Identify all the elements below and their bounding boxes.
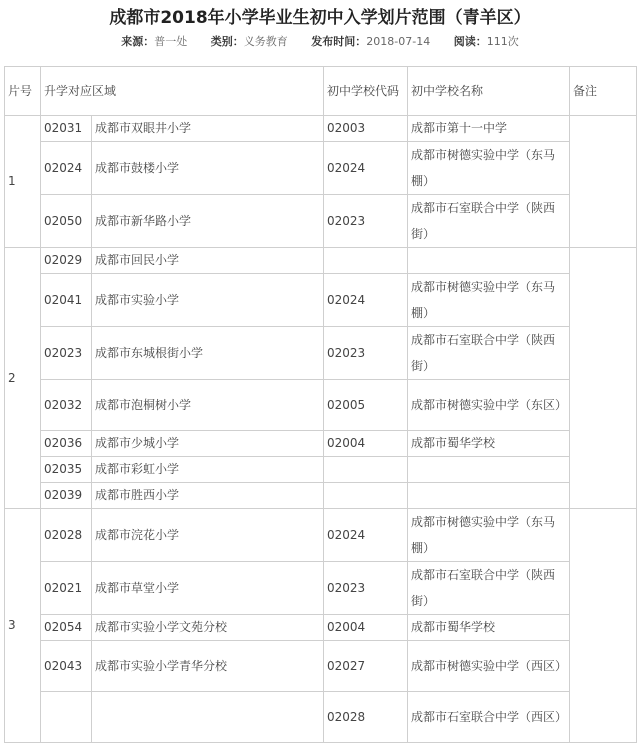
primary-code-cell: 02054: [41, 615, 92, 641]
district-cell: 2: [5, 248, 41, 509]
middle-code-cell: 02024: [324, 142, 408, 195]
primary-code-cell: 02028: [41, 509, 92, 562]
date-meta: [311, 35, 430, 48]
district-cell: 3: [5, 509, 41, 743]
category-value: 义务教育: [243, 35, 288, 48]
middle-name-cell: [408, 248, 570, 274]
primary-school-cell: 成都市实验小学: [92, 274, 324, 327]
primary-school-cell: 成都市实验小学青华分校: [92, 641, 324, 692]
source-label: 来源：: [121, 35, 155, 48]
middle-code-cell: 02024: [324, 509, 408, 562]
source-meta: [121, 35, 187, 48]
primary-school-cell: 成都市鼓楼小学: [92, 142, 324, 195]
middle-name-cell: [408, 483, 570, 509]
table-row: [5, 509, 637, 562]
middle-code-cell: 02023: [324, 195, 408, 248]
note-cell: [570, 116, 637, 248]
table-row: [5, 380, 637, 431]
primary-school-cell: 成都市东城根街小学: [92, 327, 324, 380]
category-meta: [211, 35, 288, 48]
middle-name-cell: [408, 457, 570, 483]
header-note: 备注: [570, 67, 637, 116]
middle-code-cell: 02028: [324, 692, 408, 743]
category-label: 类别：: [210, 35, 244, 48]
primary-code-cell: 02043: [41, 641, 92, 692]
middle-name-cell: 成都市树德实验中学（东马棚）: [408, 274, 570, 327]
primary-code-cell: 02023: [41, 327, 92, 380]
district-cell: 1: [5, 116, 41, 248]
primary-school-cell: 成都市泡桐树小学: [92, 380, 324, 431]
middle-name-cell: 成都市树德实验中学（东马棚）: [408, 509, 570, 562]
primary-code-cell: 02032: [41, 380, 92, 431]
middle-code-cell: 02003: [324, 116, 408, 142]
primary-school-cell: 成都市彩虹小学: [92, 457, 324, 483]
table-row: [5, 641, 637, 692]
primary-school-cell: 成都市浣花小学: [92, 509, 324, 562]
primary-code-cell: [41, 692, 92, 743]
primary-code-cell: 02039: [41, 483, 92, 509]
reads-value: 111次: [486, 35, 519, 48]
note-cell: [570, 248, 637, 509]
reads-label: 阅读：: [453, 35, 487, 48]
table-row: [5, 116, 637, 142]
reads-meta: [454, 35, 519, 48]
middle-name-cell: 成都市蜀华学校: [408, 615, 570, 641]
primary-school-cell: 成都市少城小学: [92, 431, 324, 457]
primary-school-cell: 成都市双眼井小学: [92, 116, 324, 142]
table-row: [5, 274, 637, 327]
table-header-row: [5, 67, 637, 116]
middle-name-cell: 成都市第十一中学: [408, 116, 570, 142]
primary-code-cell: 02031: [41, 116, 92, 142]
middle-name-cell: 成都市石室联合中学（陕西街）: [408, 195, 570, 248]
middle-code-cell: 02005: [324, 380, 408, 431]
table-row: [5, 248, 637, 274]
date-label: 发布时间：: [311, 35, 367, 48]
primary-code-cell: 02021: [41, 562, 92, 615]
table-row: [5, 142, 637, 195]
table-row: [5, 562, 637, 615]
primary-code-cell: 02041: [41, 274, 92, 327]
middle-name-cell: 成都市石室联合中学（西区）: [408, 692, 570, 743]
header-middle-name: 初中学校名称: [408, 67, 570, 116]
middle-code-cell: 02027: [324, 641, 408, 692]
table-row: [5, 483, 637, 509]
primary-school-cell: 成都市新华路小学: [92, 195, 324, 248]
primary-school-cell: 成都市草堂小学: [92, 562, 324, 615]
primary-school-cell: [92, 692, 324, 743]
primary-code-cell: 02029: [41, 248, 92, 274]
table-row: [5, 615, 637, 641]
note-cell: [570, 509, 637, 743]
table-row: [5, 327, 637, 380]
primary-school-cell: 成都市实验小学文苑分校: [92, 615, 324, 641]
primary-school-cell: 成都市胜西小学: [92, 483, 324, 509]
primary-school-cell: 成都市回民小学: [92, 248, 324, 274]
page-title: 成都市2018年小学毕业生初中入学划片范围（青羊区）: [109, 8, 531, 28]
table-row: [5, 457, 637, 483]
primary-code-cell: 02036: [41, 431, 92, 457]
table-row: [5, 692, 637, 743]
primary-code-cell: 02024: [41, 142, 92, 195]
middle-name-cell: 成都市石室联合中学（陕西街）: [408, 562, 570, 615]
middle-name-cell: 成都市蜀华学校: [408, 431, 570, 457]
header-district: 片号: [5, 67, 41, 116]
middle-code-cell: [324, 248, 408, 274]
middle-code-cell: [324, 483, 408, 509]
primary-code-cell: 02035: [41, 457, 92, 483]
middle-code-cell: 02004: [324, 615, 408, 641]
header-primary-area: 升学对应区域: [41, 67, 324, 116]
middle-code-cell: [324, 457, 408, 483]
table-row: [5, 195, 637, 248]
middle-name-cell: 成都市树德实验中学（西区）: [408, 641, 570, 692]
middle-code-cell: 02004: [324, 431, 408, 457]
middle-name-cell: 成都市树德实验中学（东马棚）: [408, 142, 570, 195]
middle-name-cell: 成都市树德实验中学（东区）: [408, 380, 570, 431]
middle-code-cell: 02024: [324, 274, 408, 327]
middle-code-cell: 02023: [324, 327, 408, 380]
table-row: [5, 431, 637, 457]
primary-code-cell: 02050: [41, 195, 92, 248]
middle-name-cell: 成都市石室联合中学（陕西街）: [408, 327, 570, 380]
header-middle-code: 初中学校代码: [324, 67, 408, 116]
middle-code-cell: 02023: [324, 562, 408, 615]
source-value: 普一处: [154, 35, 188, 48]
article-meta: [0, 32, 640, 52]
allocation-table: [4, 66, 637, 743]
date-value: 2018-07-14: [366, 35, 431, 48]
